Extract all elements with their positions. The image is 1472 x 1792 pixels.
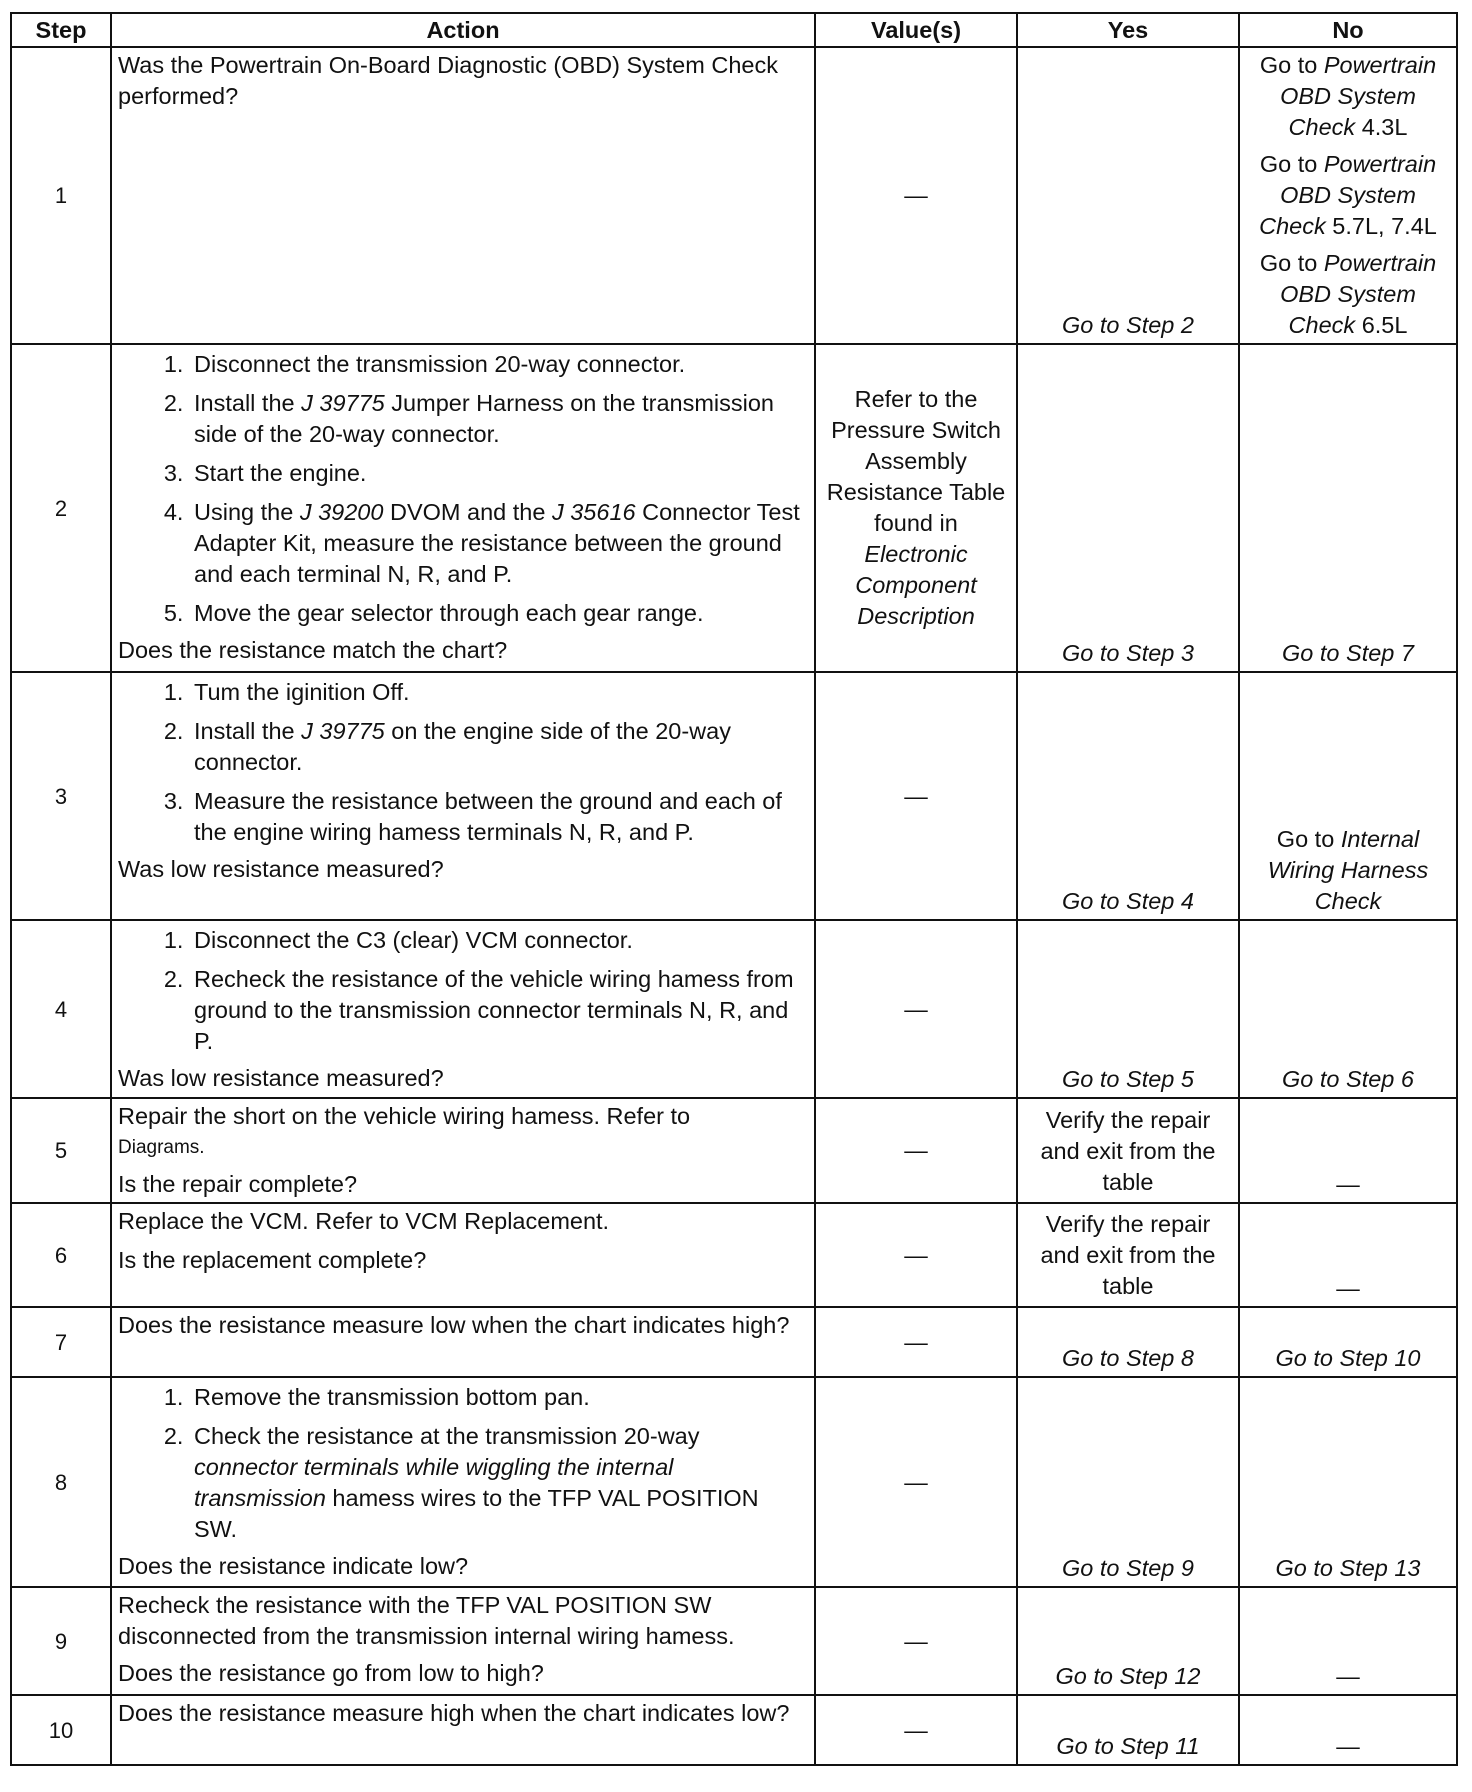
no-link-6-5l[interactable]: Go to Powertrain OBD System Check 6.5L	[1259, 250, 1437, 338]
yes-link[interactable]: Go to Step 9	[1062, 1555, 1194, 1581]
yes-link[interactable]: Go to Step 3	[1062, 640, 1194, 666]
question-text: Was low resistance measured?	[118, 856, 444, 882]
header-step: Step	[11, 13, 111, 47]
yes-cell	[1017, 920, 1239, 1098]
list-item: 1. Tum the iginition Off.	[190, 677, 806, 708]
list-item: 5. Move the gear selector through each gear range.	[190, 598, 806, 629]
value-cell	[815, 47, 1017, 344]
question-text: Was low resistance measured?	[118, 1065, 444, 1091]
table-row-step-6	[11, 1203, 1457, 1307]
table-row-step-7	[11, 1307, 1457, 1377]
yes-cell	[1017, 1695, 1239, 1765]
step-number: 10	[11, 1695, 111, 1765]
list-item: 1. Remove the transmission bottom pan.	[190, 1382, 806, 1413]
step-number: 4	[11, 920, 111, 1098]
action-text: Does the resistance measure high when the chart indicates low?	[118, 1700, 790, 1726]
list-item: 2. Install the J 39775 Jumper Harness on the transmission side of the 20-way connector.	[190, 388, 806, 450]
step-list	[118, 677, 806, 848]
no-cell: —	[1239, 1203, 1457, 1307]
question-text: Does the resistance match the chart?	[118, 637, 508, 663]
step-number: 8	[11, 1377, 111, 1587]
header-action: Action	[111, 13, 815, 47]
action-cell	[111, 672, 815, 920]
step-number: 9	[11, 1587, 111, 1695]
step-number: 7	[11, 1307, 111, 1377]
action-cell	[111, 1695, 815, 1765]
value-cell: —	[815, 1587, 1017, 1695]
header-row	[11, 13, 1457, 47]
no-cell	[1239, 47, 1457, 344]
header-values: Value(s)	[815, 13, 1017, 47]
list-item: 2. Check the resistance at the transmission 20-way connector terminals while wiggling the internal transmission hamess wires to the TFP VAL POSITION SW.	[190, 1421, 806, 1545]
yes-text: Verify the repair and exit from the table	[1040, 1211, 1216, 1299]
list-item: 3. Measure the resistance between the ground and each of the engine wiring hamess terminals N, R, and P.	[190, 786, 806, 848]
step-list	[118, 925, 806, 1057]
yes-link[interactable]: Go to Step 5	[1062, 1066, 1194, 1092]
value-cell: —	[815, 1377, 1017, 1587]
action-cell	[111, 47, 815, 344]
value-cell: —	[815, 672, 1017, 920]
no-cell	[1239, 672, 1457, 920]
no-link[interactable]: Go to Step 13	[1275, 1555, 1421, 1581]
action-cell	[111, 1203, 815, 1307]
list-item: 1. Disconnect the C3 (clear) VCM connector.	[190, 925, 806, 956]
no-link-5-7l[interactable]: Go to Powertrain OBD System Check 5.7L, 7.4L	[1259, 151, 1437, 239]
no-cell: —	[1239, 1695, 1457, 1765]
yes-cell	[1017, 1587, 1239, 1695]
no-cell	[1239, 1307, 1457, 1377]
question-text: Is the replacement complete?	[118, 1247, 427, 1273]
step-number: 6	[11, 1203, 111, 1307]
action-cell	[111, 1587, 815, 1695]
action-text: Replace the VCM. Refer to VCM Replacement.	[118, 1208, 610, 1234]
value-cell: Refer to the Pressure Switch Assembly Resistance Table found in Electronic Component Description	[815, 344, 1017, 672]
action-text: Recheck the resistance with the TFP VAL POSITION SW disconnected from the transmission internal wiring hamess.	[118, 1592, 735, 1649]
step-list	[118, 349, 806, 629]
no-link[interactable]: Go to Step 6	[1282, 1066, 1414, 1092]
question-text: Is the repair complete?	[118, 1171, 358, 1197]
yes-cell	[1017, 1203, 1239, 1307]
action-text: Repair the short on the vehicle wiring hamess. Refer to	[118, 1103, 691, 1129]
step-number: 3	[11, 672, 111, 920]
yes-link[interactable]: Go to Step 8	[1062, 1345, 1194, 1371]
no-link[interactable]: Go to Step 7	[1282, 640, 1414, 666]
table-row-step-4	[11, 920, 1457, 1098]
action-cell	[111, 344, 815, 672]
table-row-step-1	[11, 47, 1457, 344]
no-link[interactable]: Go to Step 10	[1275, 1345, 1421, 1371]
value-cell: —	[815, 1203, 1017, 1307]
diagrams-link[interactable]: Diagrams.	[118, 1137, 205, 1158]
yes-cell	[1017, 672, 1239, 920]
no-cell	[1239, 344, 1457, 672]
table-row-step-3	[11, 672, 1457, 920]
value-link[interactable]: Electronic Component Description	[855, 541, 977, 629]
yes-cell	[1017, 47, 1239, 344]
no-link[interactable]: Go to Internal Wiring Harness Check	[1267, 826, 1429, 914]
table-row-step-5	[11, 1098, 1457, 1203]
action-cell	[111, 1377, 815, 1587]
yes-cell	[1017, 1307, 1239, 1377]
yes-cell	[1017, 1377, 1239, 1587]
action-cell	[111, 1307, 815, 1377]
action-text: Was the Powertrain On-Board Diagnostic (OBD) System Check performed?	[118, 52, 778, 109]
no-cell: —	[1239, 1587, 1457, 1695]
yes-link[interactable]: Go to Step 4	[1062, 888, 1194, 914]
yes-link[interactable]: Go to Step 11	[1056, 1733, 1200, 1759]
step-number: 2	[11, 344, 111, 672]
list-item: 1. Disconnect the transmission 20-way connector.	[190, 349, 806, 380]
header-no: No	[1239, 13, 1457, 47]
diagnostic-table	[10, 12, 1458, 1766]
yes-link[interactable]: Go to Step 12	[1055, 1663, 1201, 1689]
table-row-step-10	[11, 1695, 1457, 1765]
yes-text: Verify the repair and exit from the table	[1040, 1106, 1216, 1195]
step-list	[118, 1382, 806, 1545]
step-number: 5	[11, 1098, 111, 1203]
value-cell: —	[815, 1098, 1017, 1203]
yes-cell	[1017, 344, 1239, 672]
list-item: 2. Recheck the resistance of the vehicle wiring hamess from ground to the transmission connector terminals N, R, and P.	[190, 964, 806, 1057]
action-text: Does the resistance measure low when the chart indicates high?	[118, 1312, 790, 1338]
table-row-step-8	[11, 1377, 1457, 1587]
table-row-step-2	[11, 344, 1457, 672]
list-item: 2. Install the J 39775 on the engine side of the 20-way connector.	[190, 716, 806, 778]
list-item: 4. Using the J 39200 DVOM and the J 35616 Connector Test Adapter Kit, measure the resistance between the ground and each terminal N, R, and P.	[190, 497, 806, 590]
value-cell: —	[815, 1307, 1017, 1377]
no-link-4-3l[interactable]: Go to Powertrain OBD System Check 4.3L	[1259, 52, 1437, 140]
no-cell: —	[1239, 1098, 1457, 1203]
question-text: Does the resistance indicate low?	[118, 1553, 469, 1579]
header-yes: Yes	[1017, 13, 1239, 47]
table-row-step-9	[11, 1587, 1457, 1695]
dash: —	[904, 182, 928, 208]
question-text: Does the resistance go from low to high?	[118, 1660, 544, 1686]
action-cell	[111, 920, 815, 1098]
action-cell	[111, 1098, 815, 1203]
yes-link[interactable]: Go to Step 2	[1062, 312, 1194, 338]
value-cell: —	[815, 1695, 1017, 1765]
no-cell	[1239, 920, 1457, 1098]
yes-cell	[1017, 1098, 1239, 1203]
list-item: 3. Start the engine.	[190, 458, 806, 489]
step-number: 1	[11, 47, 111, 344]
value-cell: —	[815, 920, 1017, 1098]
no-cell	[1239, 1377, 1457, 1587]
